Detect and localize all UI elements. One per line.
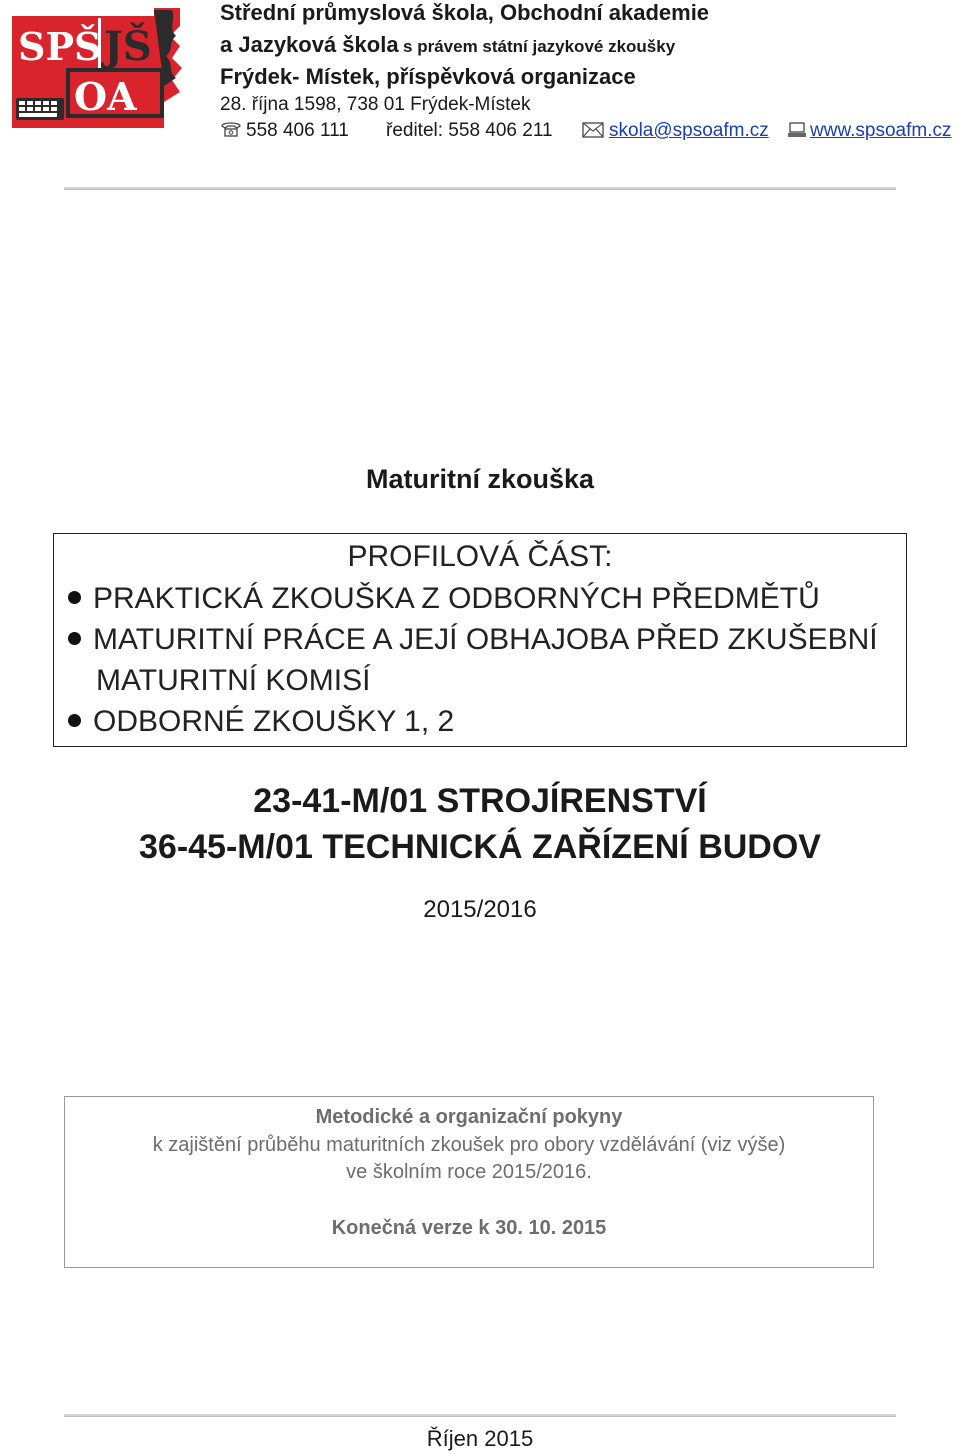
envelope-icon [582,122,604,144]
guidelines-box [64,1096,874,1268]
footer-date: Říjen 2015 [426,1426,534,1451]
school-address: 28. října 1598, 738 01 Frýdek-Místek [220,94,531,115]
logo-text-js: JŠ [104,23,152,70]
school-logo [4,6,200,132]
phone-icon [220,120,242,144]
header-divider [64,187,896,190]
exam-title: Maturitní zkouška [365,464,595,494]
bullet-icon [68,632,81,645]
school-name-line2-suffix: s právem státní jazykové zkoušky [403,37,676,56]
profile-section-box [53,533,907,747]
guidelines-version: Konečná verze k 30. 10. 2015 [331,1217,607,1239]
contact-line [220,120,960,146]
school-name-line2-main: a Jazyková škola [220,32,399,57]
director-phone: ředitel: 558 406 211 [386,120,553,141]
profile-item-text: MATURITNÍ PRÁCE A JEJÍ OBHAJOBA PŘED ZKUŠEBNÍ [93,623,878,656]
guidelines-line2: ve školním roce 2015/2016. [346,1161,592,1183]
profile-heading: PROFILOVÁ ČÁST: [347,540,613,573]
website-link[interactable]: www.spsoafm.cz [810,120,952,141]
profile-item-text: PRAKTICKÁ ZKOUŠKA Z ODBORNÝCH PŘEDMĚTŮ [93,582,820,615]
computer-icon [787,122,807,144]
profile-item-2 [68,623,878,657]
school-name-line3: Frýdek- Místek, příspěvková organizace [220,64,636,89]
profile-item-3 [68,705,454,739]
school-year: 2015/2016 [423,896,537,923]
guidelines-title: Metodické a organizační pokyny [315,1106,623,1128]
logo-text-oa: OA [74,74,137,119]
footer-divider [64,1414,896,1417]
logo-text-sps: SPŠ [18,24,102,69]
phone-number: 558 406 111 [246,120,349,141]
guidelines-line1: k zajištění průběhu maturitních zkoušek pro obory vzdělávání (viz výše) [152,1134,786,1156]
email-link[interactable]: skola@spsoafm.cz [609,120,769,141]
school-name-line2 [220,32,675,58]
program-2: 36-45-M/01 TECHNICKÁ ZAŘÍZENÍ BUDOV [139,828,821,866]
profile-item-1 [68,582,820,616]
bullet-icon [68,714,81,727]
profile-item-2-continuation: MATURITNÍ KOMISÍ [96,664,371,697]
bullet-icon [68,591,81,604]
program-1: 23-41-M/01 STROJÍRENSTVÍ [253,782,707,820]
school-name-line1: Střední průmyslová škola, Obchodní akademie [220,0,710,25]
profile-item-text: ODBORNÉ ZKOUŠKY 1, 2 [93,705,455,738]
